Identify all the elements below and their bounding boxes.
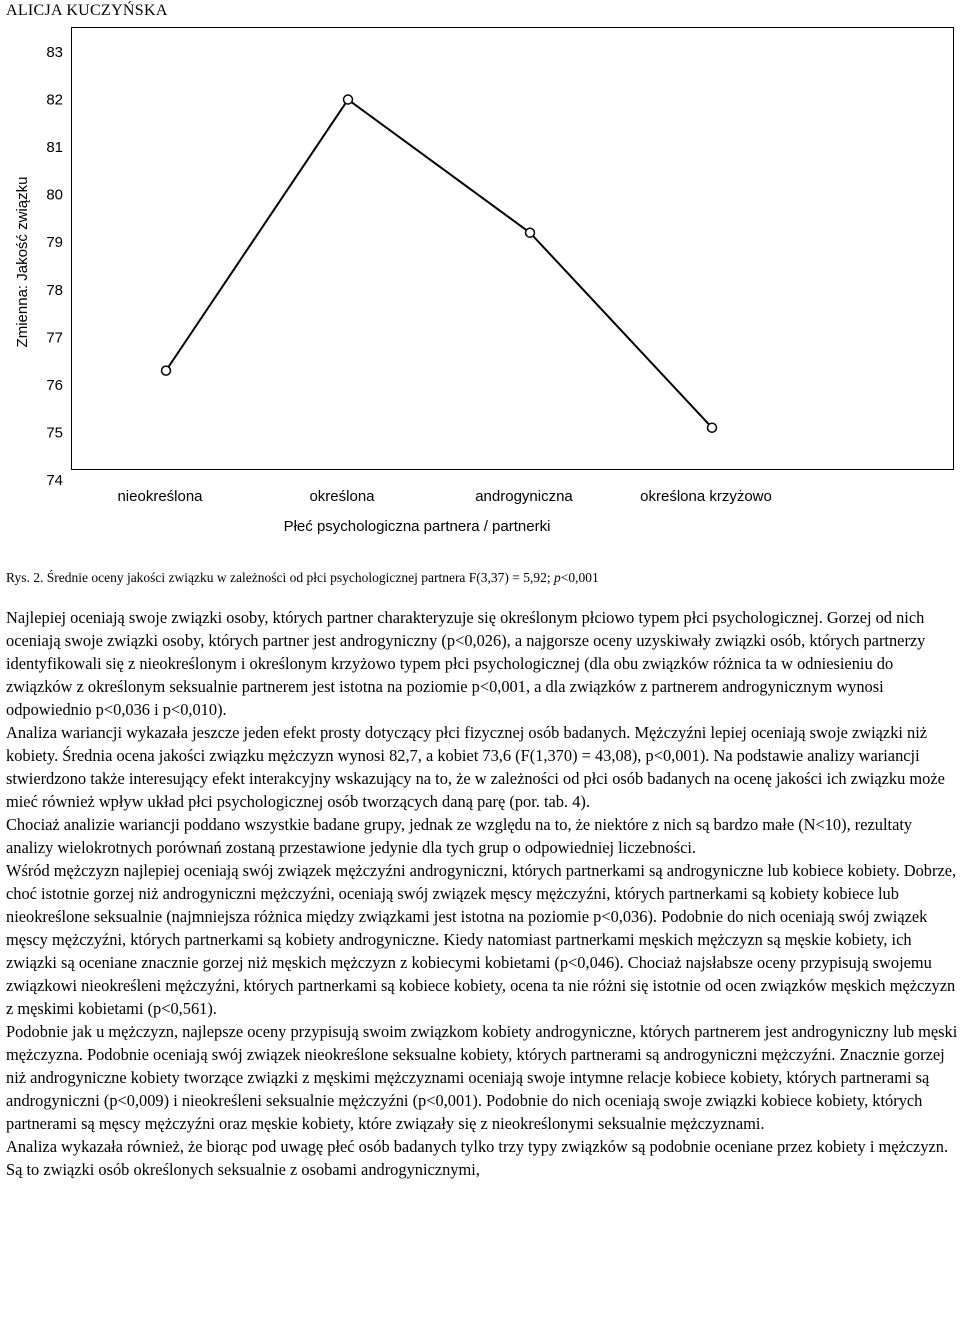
paragraph: Wśród mężczyzn najlepiej oceniają swój związek mężczyźni androgyniczni, których partnerkami są androgyniczne lub kobiece kobiety. Dobrze, choć istotnie gorzej niż androgyniczni mężczyźni, oceniają swój związek męscy mężczyźni, których partnerkami są kobiety kobiece lub nieokreślone seksualnie (najmniejsza różnica między związkami jest istotna na poziomie p<0,036). Podobnie do nich oceniają swój związek męscy mężczyźni, których partnerkami są kobiety androgyniczne. Kiedy natomiast partnerkami męskich mężczyzn są męskie kobiety, ich związki są oceniane znacznie gorzej niż męskich mężczyzn z kobiecymi kobietami (p<0,046). Chociaż najsłabsze oceny przypisują swojemu związkowi nieokreśleni mężczyźni, których partnerkami są kobiece kobiety, ocena ta nie różni się istotnie od ocen związków męskich mężczyzn z męskimi kobietami (p<0,561). xyxy=(6,861,957,1018)
caption-p-value: <0,001 xyxy=(560,570,599,585)
paragraph: Chociaż analizie wariancji poddano wszystkie badane grupy, jednak ze względu na to, że niektóre z nich są bardzo małe (N<10), rezultaty analizy wielokrotnych porównań zostaną przestawione jedynie dla tych grup o odpowiedniej liczebności. xyxy=(6,815,913,857)
y-tick-label: 75 xyxy=(46,424,63,442)
y-tick-label: 81 xyxy=(46,139,63,157)
body-text xyxy=(6,606,958,1181)
line-chart xyxy=(0,0,960,560)
plot-frame xyxy=(72,28,954,470)
paragraph: Najlepiej oceniają swoje związki osoby, których partner charakteryzuje się określonym płciowo typem płci psychologicznej. Gorzej od nich oceniają swoje związki osoby, których partner jest androgyniczny (p<0,026), a najgorsze oceny uzyskiwały związki osób, których partnerzy identyfikowali się z nieokreślonym i określonym krzyżowo typem płci psychologicznej (dla obu związków różnica ta w odniesieniu do związków z określonym seksualnie partnerem jest istotna na poziomie p<0,001, a dla związków z partnerem androgynicznym wynosi odpowiednio p<0,036 i p<0,010). xyxy=(6,608,926,719)
paragraph: Analiza wariancji wykazała jeszcze jeden efekt prosty dotyczący płci fizycznej osób badanych. Mężczyźni lepiej oceniają swoje związki niż kobiety. Średnia ocena jakości związku mężczyzn wynosi 82,7, a kobiet 73,6 (F(1,370) = 43,08), p<0,001). Na podstawie analizy wariancji stwierdzono także interesujący efekt interakcyjny wskazujący na to, że w zależności od płci osób badanych na ocenę jakości ich związku może mieć również wpływ układ płci psychologicznej osób tworzących daną parę (por. tab. 4). xyxy=(6,723,945,811)
y-tick-label: 76 xyxy=(46,376,63,394)
x-tick-label: określona krzyżowo xyxy=(640,488,772,505)
y-axis-label: Zmienna: Jakość związku xyxy=(14,176,31,348)
data-point xyxy=(708,423,717,432)
y-tick-label: 74 xyxy=(46,472,63,489)
caption-p-symbol: p xyxy=(554,570,561,585)
series-path xyxy=(166,100,712,428)
caption-text: Rys. 2. Średnie oceny jakości związku w zależności od płci psychologicznej partnera F(3,37) = 5,92; xyxy=(6,570,555,585)
y-tick-label: 77 xyxy=(46,329,63,347)
data-point xyxy=(526,228,535,237)
x-tick-labels xyxy=(117,488,771,505)
x-axis-label: Płeć psychologiczna partnera / partnerki xyxy=(283,518,551,535)
x-tick-label: nieokreślona xyxy=(117,488,203,505)
y-tick-label: 79 xyxy=(46,234,63,252)
y-tick-label: 80 xyxy=(46,186,63,204)
data-point xyxy=(344,95,353,104)
series-line xyxy=(162,95,717,432)
data-point xyxy=(162,366,171,375)
y-tick-label: 78 xyxy=(46,281,63,299)
paragraph: Analiza wykazała również, że biorąc pod uwagę płeć osób badanych tylko trzy typy związków są podobnie oceniane przez kobiety i mężczyzn. Są to związki osób określonych seksualnie z osobami androgynicznymi, xyxy=(6,1137,949,1179)
paragraph: Podobnie jak u mężczyzn, najlepsze oceny przypisują swoim związkom kobiety androgyniczne, których partnerem jest androgyniczny lub męski mężczyzna. Podobnie oceniają swój związek nieokreślone seksualne kobiety, których partnerami są androgyniczni mężczyźni. Znacznie gorzej niż androgyniczne kobiety tworzące związki z męskimi mężczyznami oceniają swoje intymne relacje kobiece kobiety, których partnerami są androgyniczni (p<0,009) i nieokreśleni seksualnie mężczyźni (p<0,001). Podobnie do nich oceniają swoje związki kobiece kobiety, których partnerami są męscy mężczyźni oraz męskie kobiety, które związały się z nieokreślonymi seksualnie mężczyznami. xyxy=(6,1022,958,1133)
x-tick-label: określona xyxy=(309,488,375,505)
figure-caption xyxy=(6,570,599,586)
y-tick-label: 82 xyxy=(46,91,63,109)
y-tick-label: 83 xyxy=(46,44,63,61)
running-head: ALICJA KUCZYŃSKA xyxy=(6,2,168,19)
x-tick-label: androgyniczna xyxy=(475,488,573,505)
y-tick-labels xyxy=(46,44,63,489)
